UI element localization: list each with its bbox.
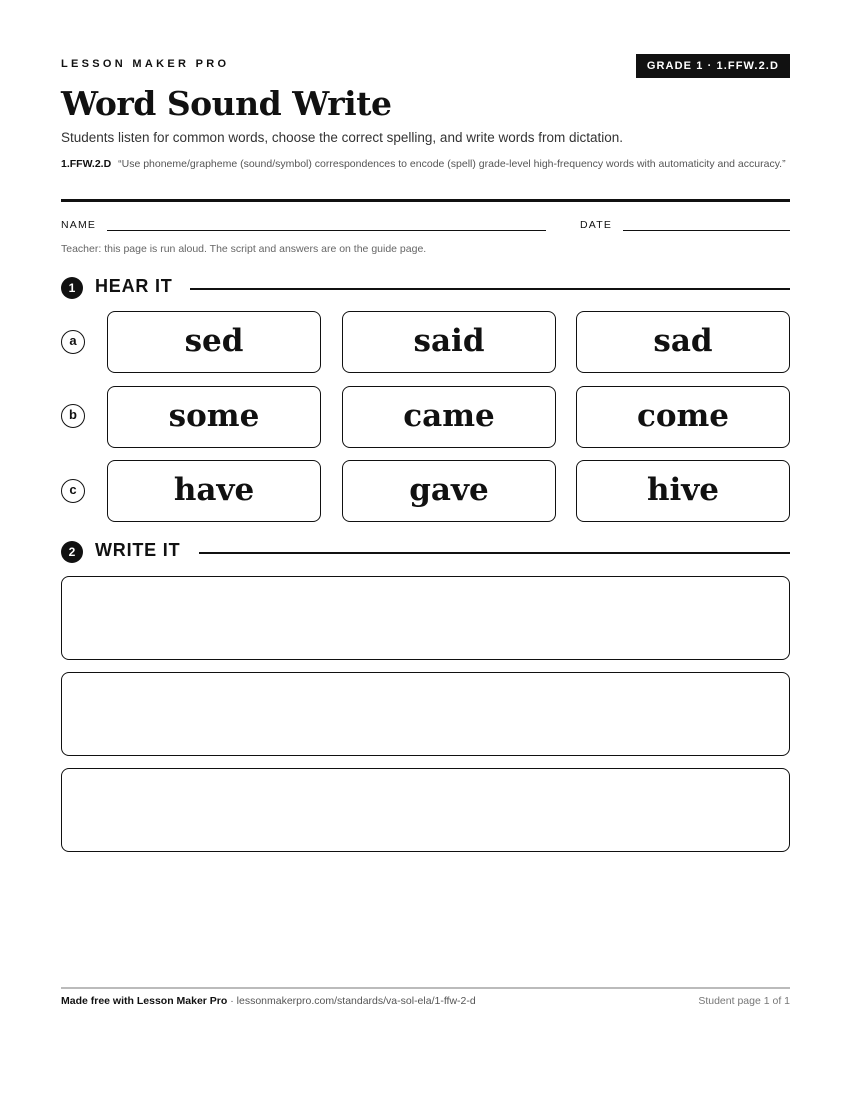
section-title: WRITE IT: [95, 540, 181, 560]
word-choice-card[interactable]: some: [107, 386, 321, 448]
name-field-line[interactable]: [107, 230, 546, 231]
page-subtitle: Students listen for common words, choose the correct spelling, and write words from dictation.: [61, 130, 624, 145]
write-answer-box[interactable]: [61, 768, 790, 852]
standard-description: [61, 156, 790, 172]
word-choice-card[interactable]: gave: [342, 460, 556, 522]
name-label: NAME: [61, 219, 97, 231]
date-field-line[interactable]: [623, 230, 790, 231]
word-choice-card[interactable]: sed: [107, 311, 321, 373]
footer-page-number: Student page 1 of 1: [698, 995, 790, 1007]
date-label: DATE: [580, 219, 613, 231]
section-write-it-header: [61, 539, 790, 563]
section-number-badge: 1: [61, 277, 83, 299]
word-choice-card[interactable]: have: [107, 460, 321, 522]
section-rule: [199, 552, 790, 554]
footer-credit: [61, 995, 476, 1007]
name-date-row: [61, 219, 790, 235]
word-choice-card[interactable]: hive: [576, 460, 790, 522]
footer-url: lessonmakerpro.com/standards/va-sol-ela/1-ffw-2-d: [236, 995, 476, 1007]
teacher-note: Teacher: this page is run aloud. The script and answers are on the guide page.: [61, 243, 427, 255]
section-rule: [190, 288, 790, 290]
row-label-c: c: [61, 479, 85, 503]
standard-text: “Use phoneme/grapheme (sound/symbol) correspondences to encode (spell) grade-level high-frequency words with automaticity and accuracy.”: [118, 158, 786, 170]
word-choice-card[interactable]: sad: [576, 311, 790, 373]
page-title: Word Sound Write: [61, 84, 392, 123]
header-divider: [61, 199, 790, 202]
write-answer-box[interactable]: [61, 576, 790, 660]
standard-code: 1.FFW.2.D: [61, 158, 112, 170]
section-title: HEAR IT: [95, 276, 173, 296]
footer-separator: ·: [227, 995, 237, 1007]
grade-badge: GRADE 1 · 1.FFW.2.D: [636, 54, 790, 78]
footer-divider: [61, 987, 790, 989]
worksheet-page: [61, 0, 790, 1100]
row-label-b: b: [61, 404, 85, 428]
section-hear-it-header: [61, 275, 790, 299]
word-choice-card[interactable]: said: [342, 311, 556, 373]
write-answer-box[interactable]: [61, 672, 790, 756]
word-choice-card[interactable]: came: [342, 386, 556, 448]
row-label-a: a: [61, 330, 85, 354]
word-choice-card[interactable]: come: [576, 386, 790, 448]
section-number-badge: 2: [61, 541, 83, 563]
brand-name: LESSON MAKER PRO: [61, 58, 230, 70]
footer-made-with: Made free with Lesson Maker Pro: [61, 995, 228, 1007]
